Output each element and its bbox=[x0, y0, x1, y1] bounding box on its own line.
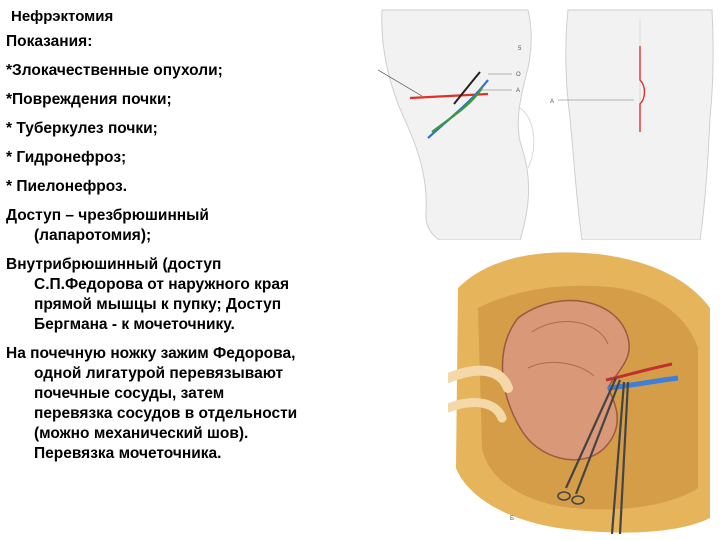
procedure-paragraph-line: Перевязка мочеточника. bbox=[34, 445, 222, 462]
procedure-paragraph-line: На почечную ножку зажим Федорова, bbox=[6, 345, 296, 362]
figure-label: 5 bbox=[518, 46, 522, 52]
indication-item: * Туберкулез почки; bbox=[6, 120, 158, 137]
access2-paragraph-line: прямой мышцы к пупку; Доступ bbox=[34, 296, 282, 313]
access-paragraph-line: (лапаротомия); bbox=[34, 227, 152, 244]
procedure-paragraph-line: почечные сосуды, затем bbox=[34, 385, 225, 402]
access2-paragraph-line: Бергмана - к мочеточнику. bbox=[34, 316, 235, 333]
figure-label: Б bbox=[510, 516, 514, 522]
procedure-paragraph-line: перевязка сосудов в отдельности bbox=[34, 405, 298, 422]
indication-item: * Пиелонефроз. bbox=[6, 178, 128, 195]
procedure-paragraph-line: одной лигатурой перевязывают bbox=[34, 365, 284, 382]
indications-header: Показания: bbox=[6, 33, 93, 50]
nephrectomy-operative-illustration bbox=[448, 248, 716, 536]
indication-item: * Гидронефроз; bbox=[6, 149, 127, 166]
access2-paragraph-line: Внутрибрюшинный (доступ bbox=[6, 256, 222, 273]
figure-label: A bbox=[550, 99, 555, 105]
figure-label: A bbox=[516, 88, 521, 94]
procedure-paragraph-line: (можно механический шов). bbox=[34, 425, 249, 442]
incision-diagram bbox=[370, 8, 715, 240]
figure-label: O bbox=[516, 72, 521, 78]
torso-side-silhouette bbox=[382, 10, 531, 240]
indication-item: *Злокачественные опухоли; bbox=[6, 62, 223, 79]
access2-paragraph-line: С.П.Федорова от наружного края bbox=[34, 276, 290, 293]
access-paragraph-line: Доступ – чрезбрюшинный bbox=[6, 207, 209, 224]
slide-title: Нефрэктомия bbox=[11, 8, 114, 25]
indication-item: *Повреждения почки; bbox=[6, 91, 172, 108]
slide-text bbox=[6, 6, 396, 464]
